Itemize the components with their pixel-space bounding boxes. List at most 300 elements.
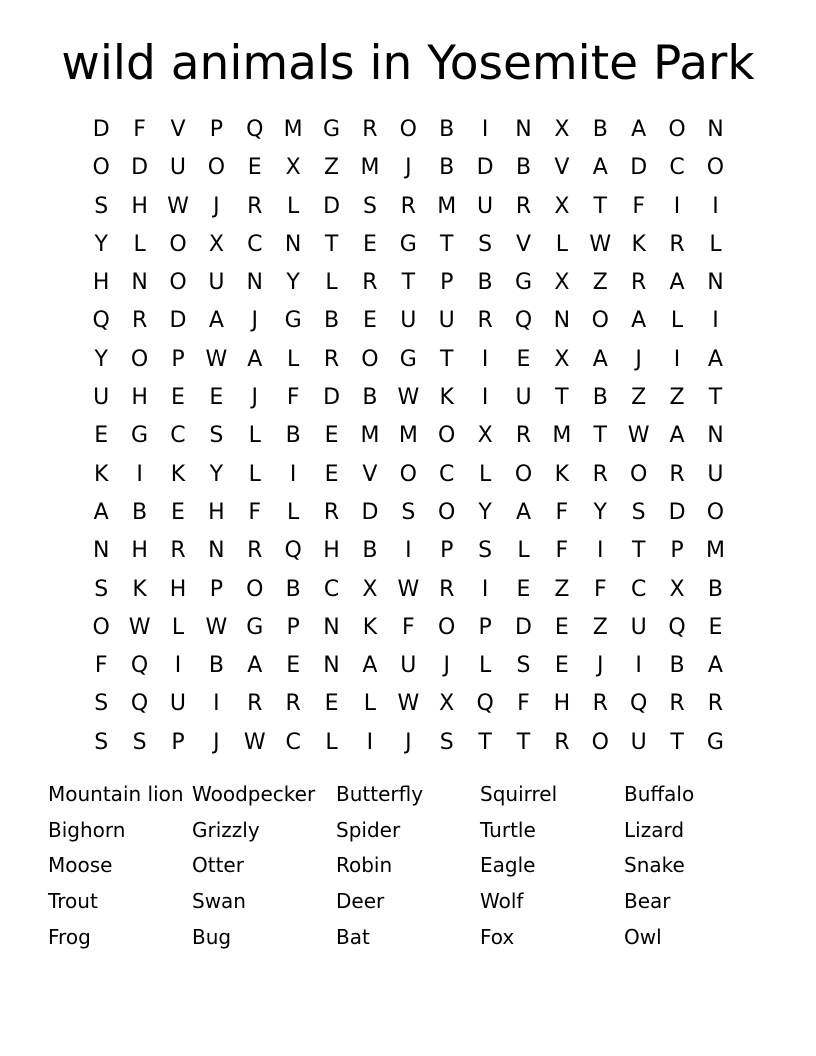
grid-cell[interactable]: E — [708, 614, 723, 640]
grid-cell[interactable]: Q — [130, 653, 149, 679]
grid-cell[interactable]: C — [285, 729, 301, 755]
grid-cell[interactable]: L — [517, 538, 530, 564]
grid-cell[interactable]: L — [287, 499, 300, 525]
grid-cell[interactable]: R — [247, 193, 263, 219]
grid-cell[interactable]: E — [324, 461, 339, 487]
grid-cell[interactable]: E — [171, 385, 185, 411]
grid-cell[interactable]: P — [478, 614, 492, 640]
grid-cell[interactable]: K — [554, 461, 570, 487]
grid-cell[interactable]: S — [362, 193, 377, 219]
grid-cell[interactable]: U — [208, 270, 225, 296]
grid-cell[interactable]: N — [553, 308, 571, 334]
grid-cell[interactable]: G — [706, 729, 724, 755]
grid-cell[interactable]: B — [669, 653, 685, 679]
grid-cell[interactable]: L — [478, 653, 492, 679]
grid-cell[interactable]: A — [208, 308, 224, 334]
grid-cell[interactable]: S — [478, 231, 493, 257]
grid-cell[interactable]: B — [439, 155, 455, 181]
grid-cell[interactable]: U — [707, 461, 724, 487]
grid-cell[interactable]: N — [208, 538, 225, 564]
puzzle-title: wild animals in Yosemite Park — [61, 36, 755, 91]
grid-cell[interactable]: E — [209, 385, 224, 411]
grid-cell[interactable]: Y — [94, 346, 108, 372]
grid-cell[interactable]: H — [131, 385, 148, 411]
grid-cell[interactable]: T — [593, 193, 607, 219]
grid-cell[interactable]: S — [401, 499, 416, 525]
grid-cell[interactable]: M — [360, 155, 380, 181]
grid-cell[interactable]: D — [323, 385, 341, 411]
grid-cell[interactable]: W — [397, 576, 420, 602]
grid-cell[interactable]: W — [205, 614, 228, 640]
grid-cell[interactable]: D — [668, 499, 686, 525]
grid-cell[interactable]: O — [399, 461, 417, 487]
grid-cell[interactable]: E — [324, 423, 339, 449]
grid-cell[interactable]: L — [287, 193, 300, 219]
grid-cell[interactable]: T — [439, 346, 454, 372]
grid-cell[interactable]: I — [712, 308, 719, 334]
grid-cell[interactable]: U — [400, 308, 417, 334]
grid-cell[interactable]: U — [169, 155, 187, 181]
grid-cell[interactable]: L — [709, 231, 722, 257]
grid-cell[interactable]: E — [554, 614, 569, 640]
grid-cell[interactable]: W — [243, 729, 266, 755]
grid-cell[interactable]: A — [93, 499, 109, 525]
grid-cell[interactable]: S — [94, 729, 109, 755]
grid-cell[interactable]: D — [131, 155, 149, 181]
grid-cell[interactable]: Z — [631, 385, 647, 411]
grid-cell[interactable]: L — [171, 614, 185, 640]
word-list-item: Frog — [48, 924, 91, 949]
grid-cell[interactable]: E — [94, 423, 109, 449]
grid-cell[interactable]: H — [131, 538, 148, 564]
grid-cell[interactable]: D — [323, 193, 341, 219]
grid-cell[interactable]: W — [627, 423, 650, 449]
grid-cell[interactable]: T — [631, 538, 646, 564]
grid-cell[interactable]: H — [131, 193, 148, 219]
grid-cell[interactable]: X — [362, 576, 378, 602]
grid-cell[interactable]: W — [397, 691, 420, 717]
grid-cell[interactable]: B — [285, 423, 301, 449]
grid-cell[interactable]: X — [669, 576, 685, 602]
grid-cell[interactable]: T — [670, 729, 684, 755]
grid-cell[interactable]: P — [440, 538, 454, 564]
grid-cell[interactable]: N — [515, 117, 532, 142]
grid-cell[interactable]: O — [706, 499, 725, 525]
grid-cell[interactable]: O — [514, 461, 533, 487]
grid-cell[interactable]: Q — [284, 538, 302, 564]
grid-cell[interactable]: O — [169, 270, 187, 296]
grid-cell[interactable]: H — [92, 270, 110, 296]
grid-cell[interactable]: E — [171, 499, 185, 525]
grid-cell[interactable]: D — [169, 308, 187, 334]
grid-cell[interactable]: R — [669, 231, 685, 257]
letter-grid — [82, 111, 735, 762]
grid-cell[interactable]: F — [401, 614, 415, 640]
grid-cell[interactable]: O — [438, 499, 456, 525]
grid-cell[interactable]: Z — [592, 614, 608, 640]
grid-cell[interactable]: A — [669, 423, 685, 449]
grid-cell[interactable]: A — [707, 346, 723, 372]
grid-cell[interactable]: N — [323, 614, 340, 640]
grid-cell[interactable]: R — [170, 538, 186, 564]
grid-cell[interactable]: N — [131, 270, 148, 296]
grid-cell[interactable]: B — [439, 117, 455, 142]
grid-cell[interactable]: E — [324, 691, 339, 717]
grid-cell[interactable]: X — [554, 346, 570, 372]
grid-cell[interactable]: X — [554, 117, 570, 142]
grid-cell[interactable]: Y — [593, 499, 607, 525]
grid-cell[interactable]: F — [286, 385, 300, 411]
grid-cell[interactable]: D — [476, 155, 494, 181]
grid-cell[interactable]: F — [94, 653, 108, 679]
grid-cell[interactable]: J — [635, 346, 642, 372]
grid-cell[interactable]: H — [169, 576, 187, 602]
grid-cell[interactable]: O — [668, 117, 686, 142]
grid-cell[interactable]: T — [555, 385, 569, 411]
grid-cell[interactable]: H — [553, 691, 571, 717]
grid-cell[interactable]: K — [439, 385, 454, 411]
grid-cell[interactable]: N — [323, 653, 340, 679]
grid-cell[interactable]: K — [132, 576, 147, 602]
grid-cell[interactable]: X — [477, 423, 493, 449]
grid-cell[interactable]: M — [283, 117, 303, 142]
grid-cell[interactable]: B — [323, 308, 340, 334]
grid-cell[interactable]: S — [631, 499, 646, 525]
grid-cell[interactable]: B — [285, 576, 301, 602]
grid-cell[interactable]: Z — [324, 155, 340, 181]
grid-cell[interactable]: Z — [669, 385, 685, 411]
grid-cell[interactable]: S — [516, 653, 531, 679]
word-list-item: Snake — [624, 853, 685, 878]
grid-cell[interactable]: P — [209, 117, 223, 142]
grid-cell[interactable]: Y — [94, 231, 108, 257]
grid-cell[interactable]: D — [515, 614, 532, 640]
grid-cell[interactable]: Q — [130, 691, 149, 717]
grid-cell[interactable]: D — [92, 117, 110, 142]
grid-cell[interactable]: Q — [514, 308, 533, 334]
grid-cell[interactable]: I — [366, 729, 374, 755]
grid-cell[interactable]: O — [207, 155, 226, 181]
grid-cell[interactable]: L — [248, 423, 261, 449]
grid-cell[interactable]: F — [133, 117, 146, 142]
grid-cell[interactable]: S — [94, 193, 109, 219]
grid-cell[interactable]: X — [554, 270, 570, 296]
grid-cell[interactable]: N — [707, 117, 724, 142]
grid-cell[interactable]: U — [93, 385, 110, 411]
grid-cell[interactable]: G — [284, 308, 302, 334]
grid-cell[interactable]: G — [323, 117, 341, 142]
grid-cell[interactable]: I — [673, 346, 681, 372]
grid-cell[interactable]: Q — [668, 614, 686, 640]
grid-cell[interactable]: G — [399, 346, 417, 372]
grid-cell[interactable]: E — [516, 576, 531, 602]
grid-cell[interactable]: O — [630, 461, 648, 487]
word-list-item: Robin — [336, 853, 393, 878]
grid-cell[interactable]: J — [443, 653, 450, 679]
grid-cell[interactable]: R — [131, 308, 148, 334]
grid-cell[interactable]: M — [705, 538, 725, 564]
grid-cell[interactable]: T — [478, 729, 492, 755]
grid-cell[interactable]: W — [397, 385, 420, 411]
grid-cell[interactable]: I — [597, 538, 604, 564]
grid-cell[interactable]: O — [169, 231, 187, 257]
grid-cell[interactable]: F — [517, 691, 530, 717]
word-list-item: Otter — [192, 853, 244, 878]
grid-cell[interactable]: E — [362, 308, 377, 334]
grid-cell[interactable]: V — [515, 231, 532, 257]
grid-cell[interactable]: W — [589, 231, 612, 257]
grid-cell[interactable]: C — [669, 155, 685, 181]
grid-cell[interactable]: Q — [246, 117, 264, 142]
grid-cell[interactable]: N — [707, 270, 724, 296]
grid-cell[interactable]: O — [130, 346, 149, 372]
word-list-item: Buffalo — [624, 782, 695, 806]
grid-cell[interactable]: L — [287, 346, 300, 372]
grid-cell[interactable]: P — [171, 729, 185, 755]
grid-cell[interactable]: F — [555, 499, 569, 525]
grid-cell[interactable]: U — [169, 691, 187, 717]
grid-cell[interactable]: R — [323, 499, 340, 525]
grid-cell[interactable]: A — [631, 308, 647, 334]
grid-cell[interactable]: O — [92, 614, 110, 640]
grid-cell[interactable]: I — [136, 461, 143, 487]
grid-cell[interactable]: H — [208, 499, 225, 525]
grid-cell[interactable]: C — [439, 461, 455, 487]
grid-cell[interactable]: K — [170, 461, 186, 487]
grid-cell[interactable]: O — [92, 155, 110, 181]
grid-cell[interactable]: P — [286, 614, 300, 640]
grid-cell[interactable]: T — [593, 423, 607, 449]
grid-cell[interactable]: H — [323, 538, 340, 564]
grid-cell[interactable]: M — [437, 193, 457, 219]
grid-cell[interactable]: R — [515, 193, 532, 219]
grid-cell[interactable]: K — [631, 231, 646, 257]
grid-cell[interactable]: J — [251, 385, 258, 411]
grid-cell[interactable]: N — [707, 423, 724, 449]
grid-cell[interactable]: T — [439, 231, 454, 257]
grid-cell[interactable]: O — [361, 346, 379, 372]
grid-cell[interactable]: L — [325, 270, 338, 296]
grid-cell[interactable]: A — [362, 653, 378, 679]
word-list-item: Moose — [48, 853, 113, 878]
word-list-item: Bighorn — [48, 817, 126, 842]
grid-cell[interactable]: X — [285, 155, 301, 181]
grid-cell[interactable]: C — [170, 423, 186, 449]
grid-cell[interactable]: B — [477, 270, 493, 296]
grid-cell[interactable]: R — [592, 691, 608, 717]
grid-cell[interactable]: J — [597, 653, 604, 679]
grid-cell[interactable]: P — [440, 270, 454, 296]
grid-cell[interactable]: R — [669, 461, 685, 487]
grid-cell[interactable]: R — [362, 270, 378, 296]
grid-cell[interactable]: L — [248, 461, 261, 487]
grid-cell[interactable]: F — [632, 193, 645, 219]
grid-cell[interactable]: S — [94, 576, 109, 602]
grid-cell[interactable]: Q — [476, 691, 494, 717]
grid-cell[interactable]: N — [92, 538, 110, 564]
grid-cell[interactable]: B — [208, 653, 224, 679]
grid-cell[interactable]: G — [246, 614, 264, 640]
grid-cell[interactable]: I — [712, 193, 719, 219]
grid-cell[interactable]: E — [554, 653, 569, 679]
grid-cell[interactable]: J — [405, 155, 412, 181]
grid-cell[interactable]: R — [515, 423, 532, 449]
grid-cell[interactable]: L — [478, 461, 492, 487]
grid-cell[interactable]: I — [405, 538, 412, 564]
grid-cell[interactable]: D — [630, 155, 648, 181]
grid-cell[interactable]: T — [401, 270, 416, 296]
grid-cell[interactable]: B — [707, 576, 723, 602]
grid-cell[interactable]: G — [399, 231, 417, 257]
grid-cell[interactable]: R — [669, 691, 685, 717]
grid-cell[interactable]: J — [213, 193, 220, 219]
grid-cell[interactable]: T — [324, 231, 339, 257]
word-list-item: Bear — [624, 889, 671, 914]
grid-cell[interactable]: I — [481, 346, 489, 372]
grid-cell[interactable]: O — [591, 729, 609, 755]
grid-cell[interactable]: L — [325, 729, 338, 755]
grid-cell[interactable]: K — [362, 614, 378, 640]
grid-cell[interactable]: U — [630, 729, 647, 755]
grid-cell[interactable]: W — [205, 346, 228, 372]
grid-cell[interactable]: Y — [286, 270, 300, 296]
grid-cell[interactable]: O — [438, 423, 456, 449]
grid-cell[interactable]: N — [284, 231, 302, 257]
grid-cell[interactable]: M — [360, 423, 380, 449]
grid-cell[interactable]: Z — [554, 576, 570, 602]
grid-cell[interactable]: T — [708, 385, 723, 411]
grid-cell[interactable]: R — [323, 346, 340, 372]
grid-cell[interactable]: A — [592, 155, 608, 181]
grid-cell[interactable]: P — [209, 576, 223, 602]
grid-cell[interactable]: R — [285, 691, 301, 717]
grid-cell[interactable]: R — [247, 538, 263, 564]
grid-cell[interactable]: V — [362, 461, 378, 487]
grid-cell[interactable]: L — [670, 308, 684, 334]
grid-cell[interactable]: S — [94, 691, 109, 717]
grid-cell[interactable]: R — [400, 193, 416, 219]
grid-cell[interactable]: O — [438, 614, 456, 640]
grid-cell[interactable]: V — [170, 117, 186, 142]
grid-cell[interactable]: I — [481, 117, 489, 142]
grid-cell[interactable]: S — [132, 729, 147, 755]
grid-cell[interactable]: S — [209, 423, 224, 449]
grid-cell[interactable]: R — [554, 729, 570, 755]
grid-cell[interactable]: E — [362, 231, 377, 257]
grid-cell[interactable]: I — [174, 653, 182, 679]
grid-cell[interactable]: B — [592, 117, 608, 142]
grid-cell[interactable]: A — [707, 653, 723, 679]
grid-cell[interactable]: Q — [92, 308, 110, 334]
grid-cell[interactable]: T — [516, 729, 531, 755]
grid-cell[interactable]: G — [131, 423, 149, 449]
grid-cell[interactable]: O — [591, 308, 609, 334]
grid-cell[interactable]: Y — [478, 499, 492, 525]
grid-cell[interactable]: R — [477, 308, 493, 334]
grid-cell[interactable]: F — [593, 576, 607, 602]
grid-cell[interactable]: I — [673, 193, 681, 219]
grid-cell[interactable]: R — [247, 691, 263, 717]
grid-cell[interactable]: F — [555, 538, 569, 564]
grid-cell[interactable]: W — [167, 193, 189, 219]
grid-cell[interactable]: C — [323, 576, 340, 602]
grid-cell[interactable]: X — [208, 231, 224, 257]
grid-cell[interactable]: O — [706, 155, 725, 181]
grid-cell[interactable]: R — [592, 461, 608, 487]
grid-cell[interactable]: I — [213, 691, 220, 717]
grid-cell[interactable]: G — [514, 270, 533, 296]
grid-cell[interactable]: A — [592, 346, 608, 372]
grid-cell[interactable]: J — [251, 308, 258, 334]
grid-cell[interactable]: Z — [592, 270, 608, 296]
grid-cell[interactable]: B — [362, 538, 378, 564]
grid-cell[interactable]: W — [128, 614, 151, 640]
grid-cell[interactable]: B — [362, 385, 378, 411]
grid-cell[interactable]: A — [631, 117, 647, 142]
grid-cell[interactable]: L — [363, 691, 377, 717]
grid-cell[interactable]: K — [93, 461, 109, 487]
grid-cell[interactable]: L — [555, 231, 569, 257]
grid-cell[interactable]: A — [247, 346, 263, 372]
grid-cell[interactable]: I — [481, 576, 489, 602]
grid-cell[interactable]: A — [669, 270, 685, 296]
grid-cell[interactable]: X — [439, 691, 455, 717]
grid-cell[interactable]: E — [286, 653, 301, 679]
grid-cell[interactable]: J — [405, 729, 412, 755]
grid-cell[interactable]: Q — [630, 691, 648, 717]
grid-cell[interactable]: R — [707, 691, 724, 717]
grid-cell[interactable]: Y — [209, 461, 224, 487]
grid-cell[interactable]: I — [635, 653, 642, 679]
grid-cell[interactable]: O — [246, 576, 264, 602]
grid-cell[interactable]: D — [361, 499, 379, 525]
grid-cell[interactable]: E — [516, 346, 531, 372]
grid-cell[interactable]: U — [477, 193, 494, 219]
grid-cell[interactable]: M — [552, 423, 572, 449]
grid-cell[interactable]: C — [247, 231, 263, 257]
grid-cell[interactable]: S — [439, 729, 454, 755]
grid-cell[interactable]: P — [171, 346, 185, 372]
grid-cell[interactable]: L — [133, 231, 146, 257]
word-list-item: Grizzly — [192, 817, 260, 842]
grid-cell[interactable]: R — [631, 270, 647, 296]
grid-cell[interactable]: B — [515, 155, 532, 181]
grid-cell[interactable]: C — [630, 576, 647, 602]
grid-cell[interactable]: I — [481, 385, 489, 411]
grid-cell[interactable]: E — [247, 155, 262, 181]
grid-cell[interactable]: X — [554, 193, 570, 219]
grid-cell[interactable]: F — [248, 499, 262, 525]
grid-cell[interactable]: I — [289, 461, 297, 487]
grid-cell[interactable]: M — [398, 423, 418, 449]
grid-cell[interactable]: U — [515, 385, 532, 411]
grid-cell[interactable]: N — [246, 270, 263, 296]
grid-cell[interactable]: B — [592, 385, 608, 411]
grid-cell[interactable]: S — [478, 538, 493, 564]
grid-cell[interactable]: J — [213, 729, 220, 755]
grid-cell[interactable]: A — [515, 499, 532, 525]
grid-cell[interactable]: R — [362, 117, 378, 142]
grid-cell[interactable]: V — [554, 155, 570, 181]
grid-cell[interactable]: A — [247, 653, 263, 679]
grid-cell[interactable]: U — [630, 614, 647, 640]
grid-cell[interactable]: U — [400, 653, 417, 679]
grid-cell[interactable]: U — [438, 308, 455, 334]
grid-cell[interactable]: O — [399, 117, 417, 142]
grid-cell[interactable]: P — [670, 538, 684, 564]
grid-cell[interactable]: B — [132, 499, 148, 525]
grid-cell[interactable]: R — [439, 576, 455, 602]
